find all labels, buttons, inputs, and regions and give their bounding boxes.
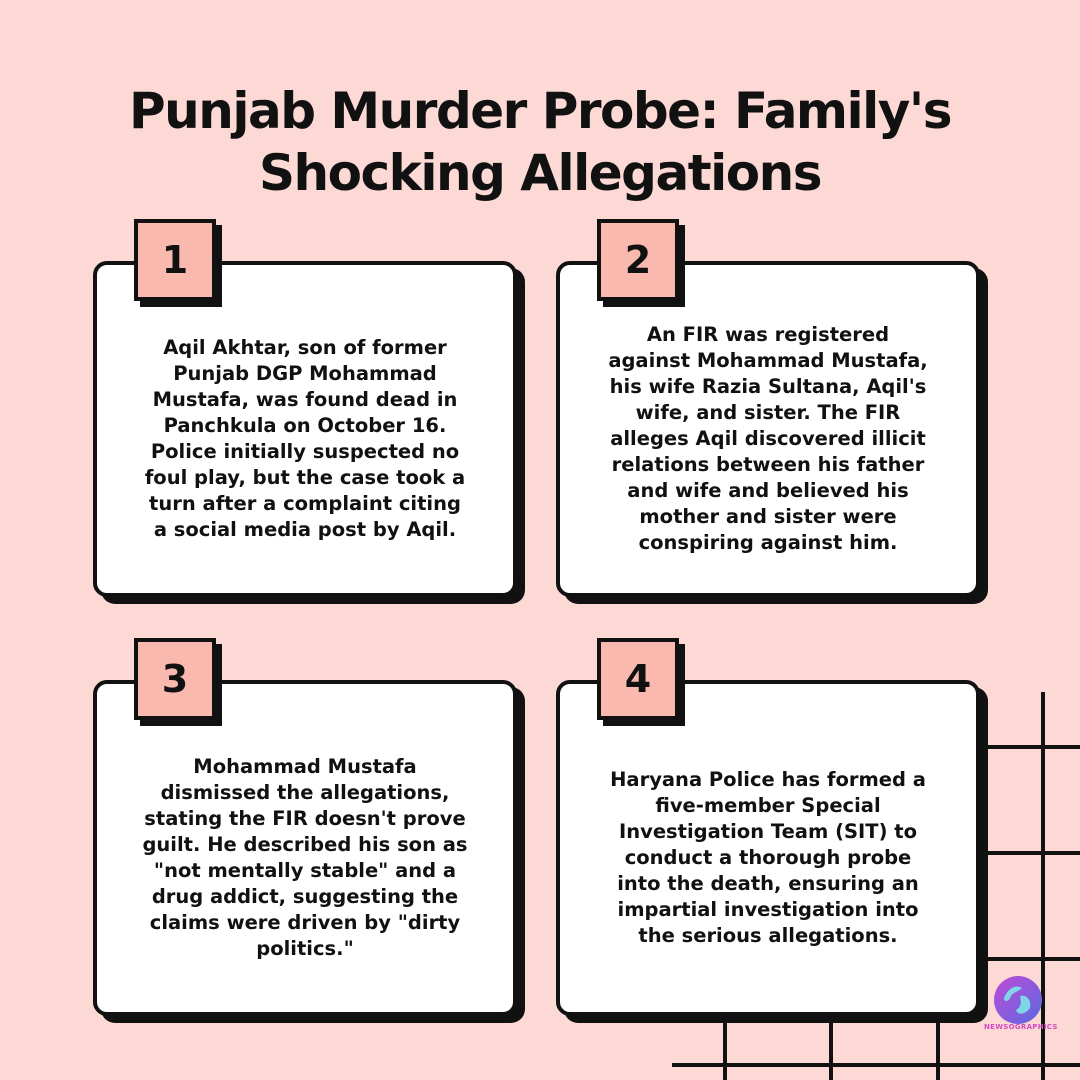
card-text: Haryana Police has formed a five-member Special Investigation Team (SIT) to conduct a thorough probe into the death, ensuring an impartial investigation into the serious allegations. [610,768,926,947]
info-card-4 [556,680,980,1016]
grid-line [672,1063,1080,1067]
page-title: Punjab Murder Probe: Family's Shocking Allegations [129,82,951,202]
info-card-2 [556,261,980,597]
info-card-3 [93,680,517,1016]
info-card-1 [93,261,517,597]
card-text: Aqil Akhtar, son of former Punjab DGP Mohammad Mustafa, was found dead in Panchkula on October 16. Police initially suspected no foul play, but the case took a turn after a complaint citing a social media post by Aqil. [144,336,466,541]
brand-name: NEWSOGRAPHICS [984,1023,1058,1031]
grid-line [982,745,1080,749]
number-badge: 3 [134,638,216,720]
number-badge: 1 [134,219,216,301]
grid-line [982,851,1080,855]
grid-line [982,957,1080,961]
number-badge: 2 [597,219,679,301]
card-text: Mohammad Mustafa dismissed the allegations, stating the FIR doesn't prove guilt. He described his son as "not mentally stable" and a drug addict, suggesting the claims were driven by "dirty politics." [142,755,468,960]
number-badge: 4 [597,638,679,720]
card-text: An FIR was registered against Mohammad Mustafa, his wife Razia Sultana, Aqil's wife, and sister. The FIR alleges Aqil discovered illicit relations between his father and wife and believed his mother and sister were conspiring against him. [608,323,928,554]
